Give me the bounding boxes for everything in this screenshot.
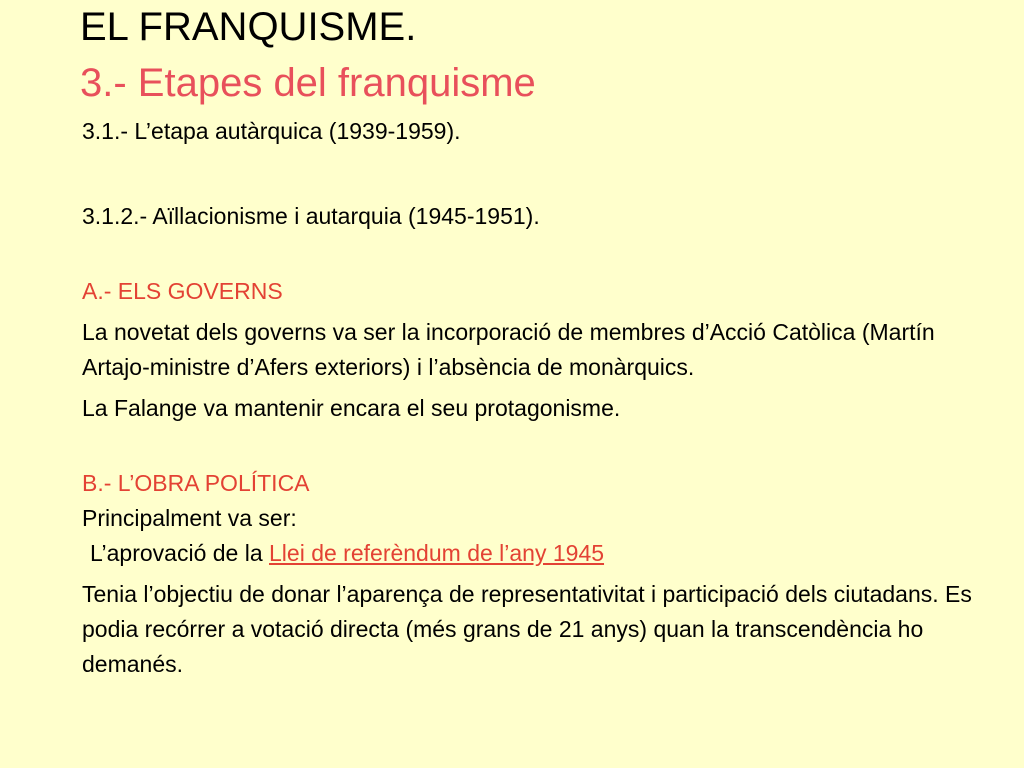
section-a-paragraph-2: La Falange va mantenir encara el seu protagonisme. (82, 395, 621, 421)
section-b-paragraph: Tenia l’objectiu de donar l’aparença de representativitat i participació dels ciutadans. Es podia recórrer a votació directa (més grans de 21 anys) quan la transcendència ho demanés. (82, 581, 972, 677)
section-b-intro: Principalment va ser: (82, 505, 297, 531)
section-a-paragraph-1: La novetat dels governs va ser la incorporació de membres d’Acció Catòlica (Martín Artajo-ministre d’Afers exteriors) i l’absència de monàrquics. (82, 319, 935, 380)
referendum-law-link[interactable]: Llei de referèndum de l’any 1945 (269, 540, 605, 566)
slide-subtitle: 3.- Etapes del franquisme (80, 61, 536, 105)
stage-heading: 3.1.- L’etapa autàrquica (1939-1959). (82, 118, 461, 144)
section-b-heading: B.- L’OBRA POLÍTICA (82, 470, 310, 496)
section-b-item-prefix: L’aprovació de la (90, 540, 270, 566)
section-b-item (82, 536, 982, 571)
slide-title: EL FRANQUISME. (80, 5, 417, 49)
subsection-heading: 3.1.2.- Aïllacionisme i autarquia (1945-1951). (82, 203, 540, 229)
section-a-heading: A.- ELS GOVERNS (82, 278, 283, 304)
slide-content (82, 114, 982, 682)
